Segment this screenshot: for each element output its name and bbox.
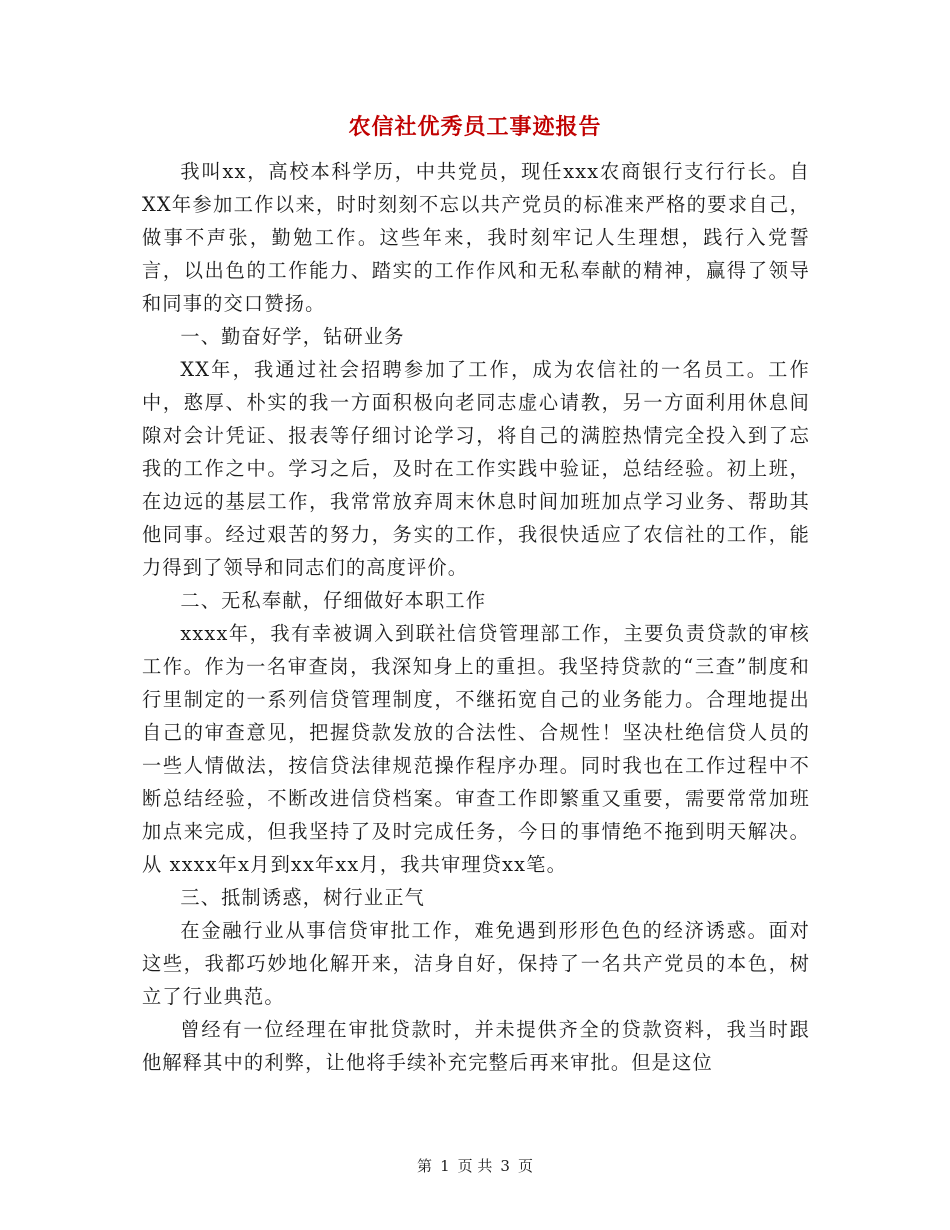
section-heading-2: 二、无私奉献，仔细做好本职工作 [180,589,487,612]
footer-page-prefix: 第 [417,1157,433,1175]
section-heading-3: 三、抵制诱惑，树行业正气 [180,886,426,909]
document-title: 农信社优秀员工事迹报告 [348,114,602,140]
section-heading-1: 一、勤奋好学，钻研业务 [180,325,405,348]
paragraph-section-2: xxxx年，我有幸被调入到联社信贷管理部工作，主要负责贷款的审核工作。作为一名审查岗，我深知身上的重担。我坚持贷款的“三查”制度和行里制定的一系列信贷管理制度，不继拓宽自己的业务能力。合理地提出自己的审查意见，把握贷款发放的合法性、合规性！坚决杜绝信贷人员的一些人情做法，按信贷法律规范操作程序办理。同时我也在工作过程中不断总结经验，不断改进信贷档案。审查工作即繁重又重要，需要常常加班加点来完成，但我坚持了及时完成任务，今日的事情绝不拖到明天解决。从 xxxx年x月到xx年xx月，我共审理贷xx笔。 [142,622,810,876]
footer-page-suffix: 页 [517,1157,533,1175]
footer-page-number: 1 [440,1157,450,1175]
paragraph-section-3: 在金融行业从事信贷审批工作，难免遇到形形色色的经济诱惑。面对这些，我都巧妙地化解开来，洁身自好，保持了一名共产党员的本色，树立了行业典范。 [142,919,810,1008]
page-footer [0,1155,950,1176]
footer-page-total: 3 [500,1157,510,1175]
footer-page-mid: 页 共 [457,1157,493,1175]
paragraph-section-3-continued: 曾经有一位经理在审批贷款时，并未提供齐全的贷款资料，我当时跟他解释其中的利弊，让他将手续补充完整后再来审批。但是这位 [142,1018,810,1074]
paragraph-section-1: XX年，我通过社会招聘参加了工作，成为农信社的一名员工。工作中，憨厚、朴实的我一方面积极向老同志虚心请教，另一方面利用休息间隙对会计凭证、报表等仔细讨论学习，将自己的满腔热情完全投入到了忘我的工作之中。学习之后，及时在工作实践中验证，总结经验。初上班，在边远的基层工作，我常常放弃周末休息时间加班加点学习业务、帮助其他同事。经过艰苦的努力，务实的工作，我很快适应了农信社的工作，能力得到了领导和同志们的高度评价。 [142,358,810,579]
paragraph-intro: 我叫xx，高校本科学历，中共党员，现任xxx农商银行支行行长。自XX年参加工作以来，时时刻刻不忘以共产党员的标准来严格的要求自己，做事不声张，勤勉工作。这些年来，我时刻牢记人生理想，践行入党誓言，以出色的工作能力、踏实的工作作风和无私奉献的精神，赢得了领导和同事的交口赞扬。 [142,160,810,315]
document-body [142,155,810,1079]
